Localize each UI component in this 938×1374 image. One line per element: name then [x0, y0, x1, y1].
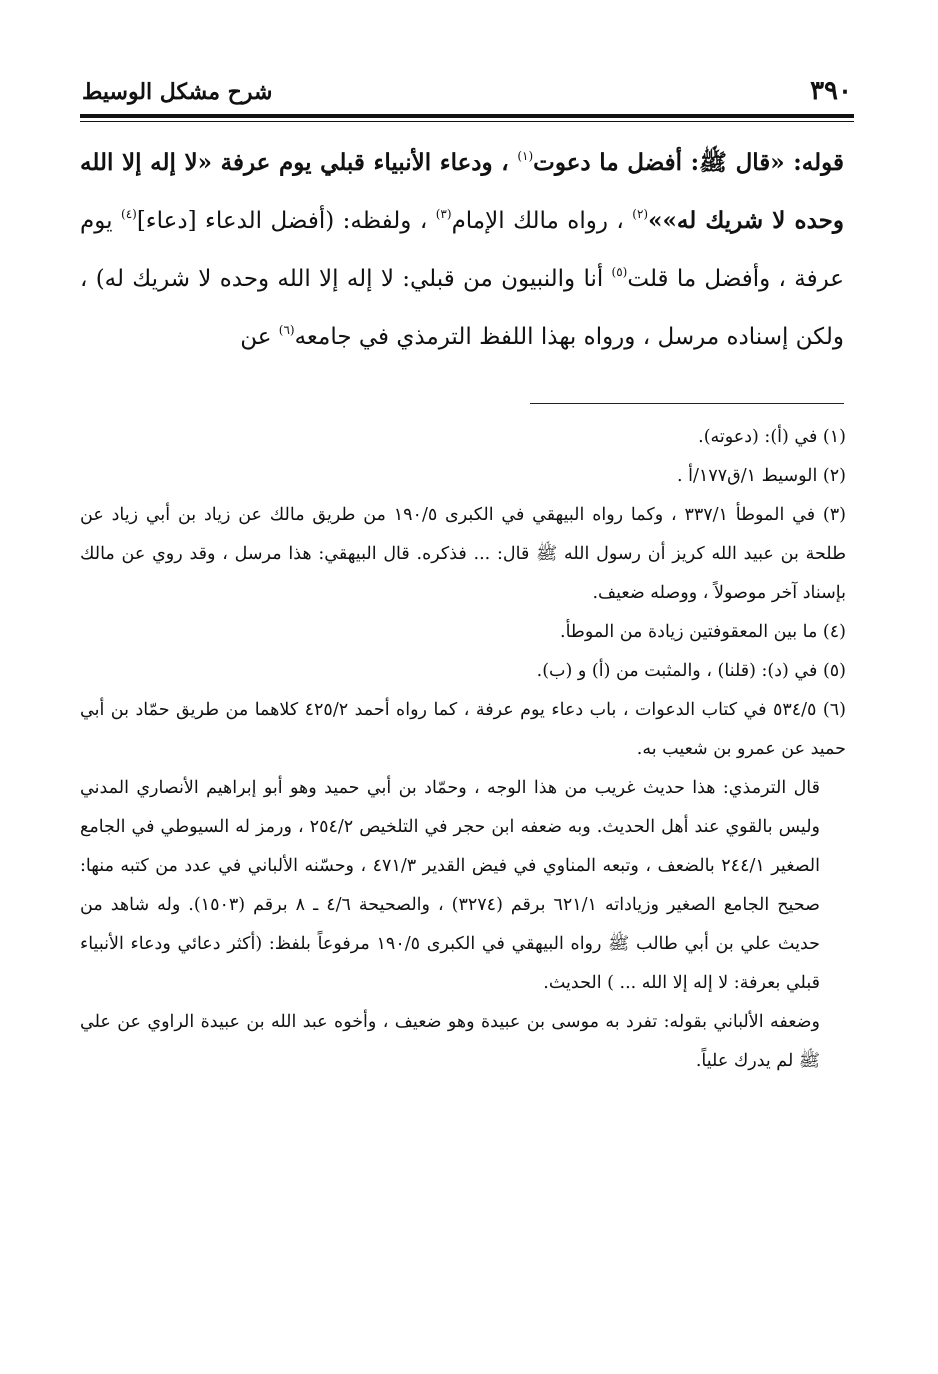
- footnote-6-conclusion: وضعفه الألباني بقوله: تفرد به موسى بن عبيدة وهو ضعيف ، وأخوه عبد الله بن عبيدة الراوي عن علي ﷺ لم يدرك علياً.: [80, 1012, 820, 1071]
- footnote-ref-3: (٣): [435, 207, 452, 221]
- footnote-ref-5: (٥): [611, 265, 628, 279]
- footnote-6: (٦) ٥٣٤/٥ في كتاب الدعوات ، باب دعاء يوم عرفة ، كما رواه أحمد ٤٢٥/٢ كلاهما من طريق حمّاد بن أبي حميد عن عمرو بن شعيب به.: [80, 700, 846, 759]
- header-rule: [80, 114, 854, 118]
- footnote-4: (٤) ما بين المعقوفتين زيادة من الموطأ.: [560, 622, 846, 642]
- main-lead: قوله: «قال ﷺ: أفضل ما دعوت: [533, 149, 844, 176]
- footnote-ref-1: (١): [517, 149, 534, 163]
- footnote-ref-6: (٦): [278, 323, 295, 337]
- main-seg-1-close: »: [648, 207, 663, 234]
- main-paragraph: [80, 134, 844, 366]
- running-title: شرح مشكل الوسيط: [82, 79, 273, 105]
- footnotes: [80, 418, 846, 1081]
- main-seg-4: يوم عرفة ، وأفضل ما قلت: [80, 208, 844, 292]
- footnote-1: (١) في (أ): (دعوته).: [698, 427, 846, 447]
- main-seg-5: أنا والنبيون من قبلي: لا إله إلا الله وحده لا شريك له) ، ولكن إسناده مرسل ، ورواه بهذا اللفظ الترمذي في جامعه: [80, 266, 844, 350]
- footnote-6-continued: قال الترمذي: هذا حديث غريب من هذا الوجه ، وحمّاد بن أبي حميد وهو أبو إبراهيم الأنصاري المدني وليس بالقوي عند أهل الحديث. وبه ضعفه ابن حجر في التلخيص ٢٥٤/٢ ، ورمز له السيوطي في الجامع الصغير ٢٤٤/١ بالضعف ، وتبعه المناوي في فيض القدير ٤٧١/٣ ، وحسّنه الألباني في عدد من كتبه منها: صحيح الجامع الصغير وزياداته ٦٢١/١ برقم (٣٢٧٤) ، والصحيحة ٤/٦ ـ ٨ برقم (١٥٠٣). وله شاهد من حديث علي بن أبي طالب ﷺ رواه البيهقي في الكبرى ١٩٠/٥ مرفوعاً بلفظ: (أكثر دعائي ودعاء الأنبياء قبلي بعرفة: لا إله إلا الله ... ) الحديث.: [80, 778, 821, 993]
- header-rule-thin: [80, 121, 854, 122]
- footnote-3: (٣) في الموطأ ٣٣٧/١ ، وكما رواه البيهقي في الكبرى ١٩٠/٥ من طريق مالك عن زياد بن أبي زياد عن طلحة بن عبيد الله كريز أن رسول الله ﷺ قال: ... فذكره. قال البيهقي: هذا مرسل ، وقد روي عن مالك بإسناد آخر موصولاً ، ووصله ضعيف.: [80, 505, 846, 603]
- footnote-separator: [530, 403, 844, 404]
- footnote-ref-4: (٤): [121, 207, 137, 221]
- footnote-2: (٢) الوسيط ١/ق١٧٧/أ .: [677, 466, 846, 486]
- main-seg-3: ، ولفظه: (أفضل الدعاء [دعاء]: [136, 208, 436, 234]
- footnote-5: (٥) في (د): (قلنا) ، والمثبت من (أ) و (ب).: [536, 661, 846, 681]
- main-seg-6: عن: [240, 324, 279, 350]
- main-seg-2: ، رواه مالك الإمام: [451, 208, 633, 234]
- page-header: [82, 76, 852, 110]
- page-number: ٣٩٠: [810, 76, 852, 106]
- footnote-ref-2: (٢): [632, 207, 649, 221]
- main-seg-1: ، ودعاء الأنبياء قبلي يوم عرفة «لا إله إلا الله وحده لا شريك له»: [80, 149, 844, 234]
